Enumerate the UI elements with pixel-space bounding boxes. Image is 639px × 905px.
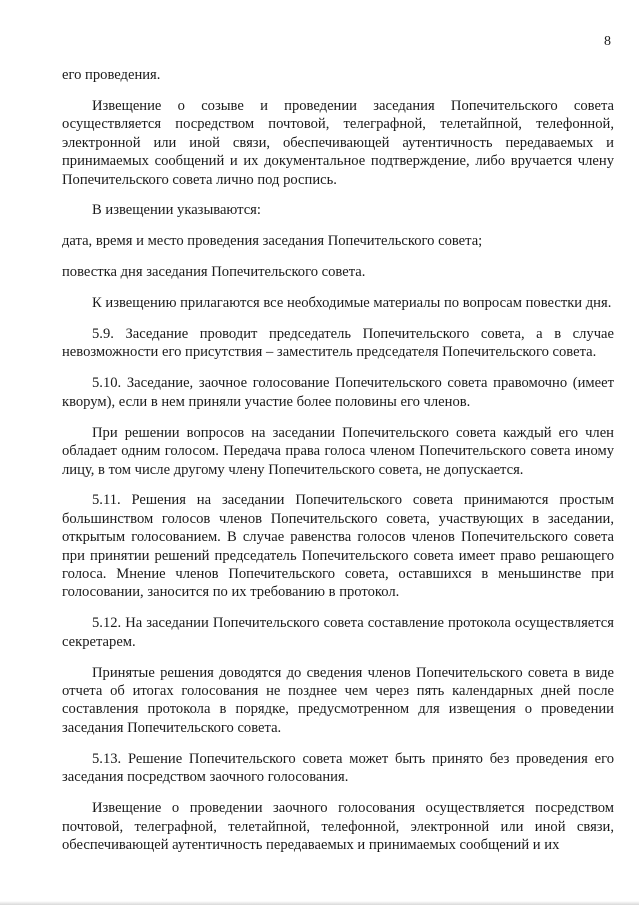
scan-edge [0,901,639,905]
paragraph: Принятые решения доводятся до сведения членов Попечительского совета в виде отчета об итогах голосования не позднее чем через пять календарных дней после составления протокола в порядке, предусмотренном для извещения о проведении заседания Попечительского совета. [62,664,614,736]
paragraph: К извещению прилагаются все необходимые материалы по вопросам повестки дня. [92,295,612,312]
list-item: повестка дня заседания Попечительского совета. [62,264,366,281]
document-body [62,66,614,867]
clause-5-10: 5.10. Заседание, заочное голосование Попечительского совета правомочно (имеет кворум), если в нем приняли участие более половины его членов. [62,375,614,410]
clause-5-12: 5.12. На заседании Попечительского совета составление протокола осуществляется секретарем. [62,615,614,650]
paragraph: его проведения. [62,67,161,83]
list-item: дата, время и место проведения заседания Попечительского совета; [62,233,483,250]
page-number: 8 [604,34,611,49]
clause-5-11: 5.11. Решения на заседании Попечительского совета принимаются простым большинством голосов членов Попечительского совета, участвующих в заседании, открытым голосованием. В случае равенства голосов членов Попечительского совета при принятии решений председатель Попечительского совета имеет право решающего голоса. Мнение членов Попечительского совета, оставшихся в меньшинстве при голосовании, заносится по их требованию в протокол. [62,492,614,601]
clause-5-9: 5.9. Заседание проводит председатель Попечительского совета, а в случае невозможности его присутствия – заместитель председателя Попечительского совета. [62,326,614,361]
paragraph: Извещение о созыве и проведении заседания Попечительского совета осуществляется посредством почтовой, телеграфной, телетайпной, телефонной, электронной или иной связи, обеспечивающей аутентичность передаваемых и принимаемых сообщений и их документальное подтверждение, либо вручается члену Попечительского совета лично под роспись. [62,97,614,188]
paragraph: При решении вопросов на заседании Попечительского совета каждый его член обладает одним голосом. Передача права голоса членом Попечительского совета иному лицу, в том числе другому члену Попечительского совета, не допускается. [62,424,614,478]
clause-5-13: 5.13. Решение Попечительского совета может быть принято без проведения его заседания посредством заочного голосования. [62,750,614,786]
paragraph: В извещении указываются: [92,202,261,219]
paragraph: Извещение о проведении заочного голосования осуществляется посредством почтовой, телеграфной, телетайпной, телефонной, электронной или иной связи, обеспечивающей аутентичность передаваемых и принимаемых сообщений и их [62,800,614,853]
